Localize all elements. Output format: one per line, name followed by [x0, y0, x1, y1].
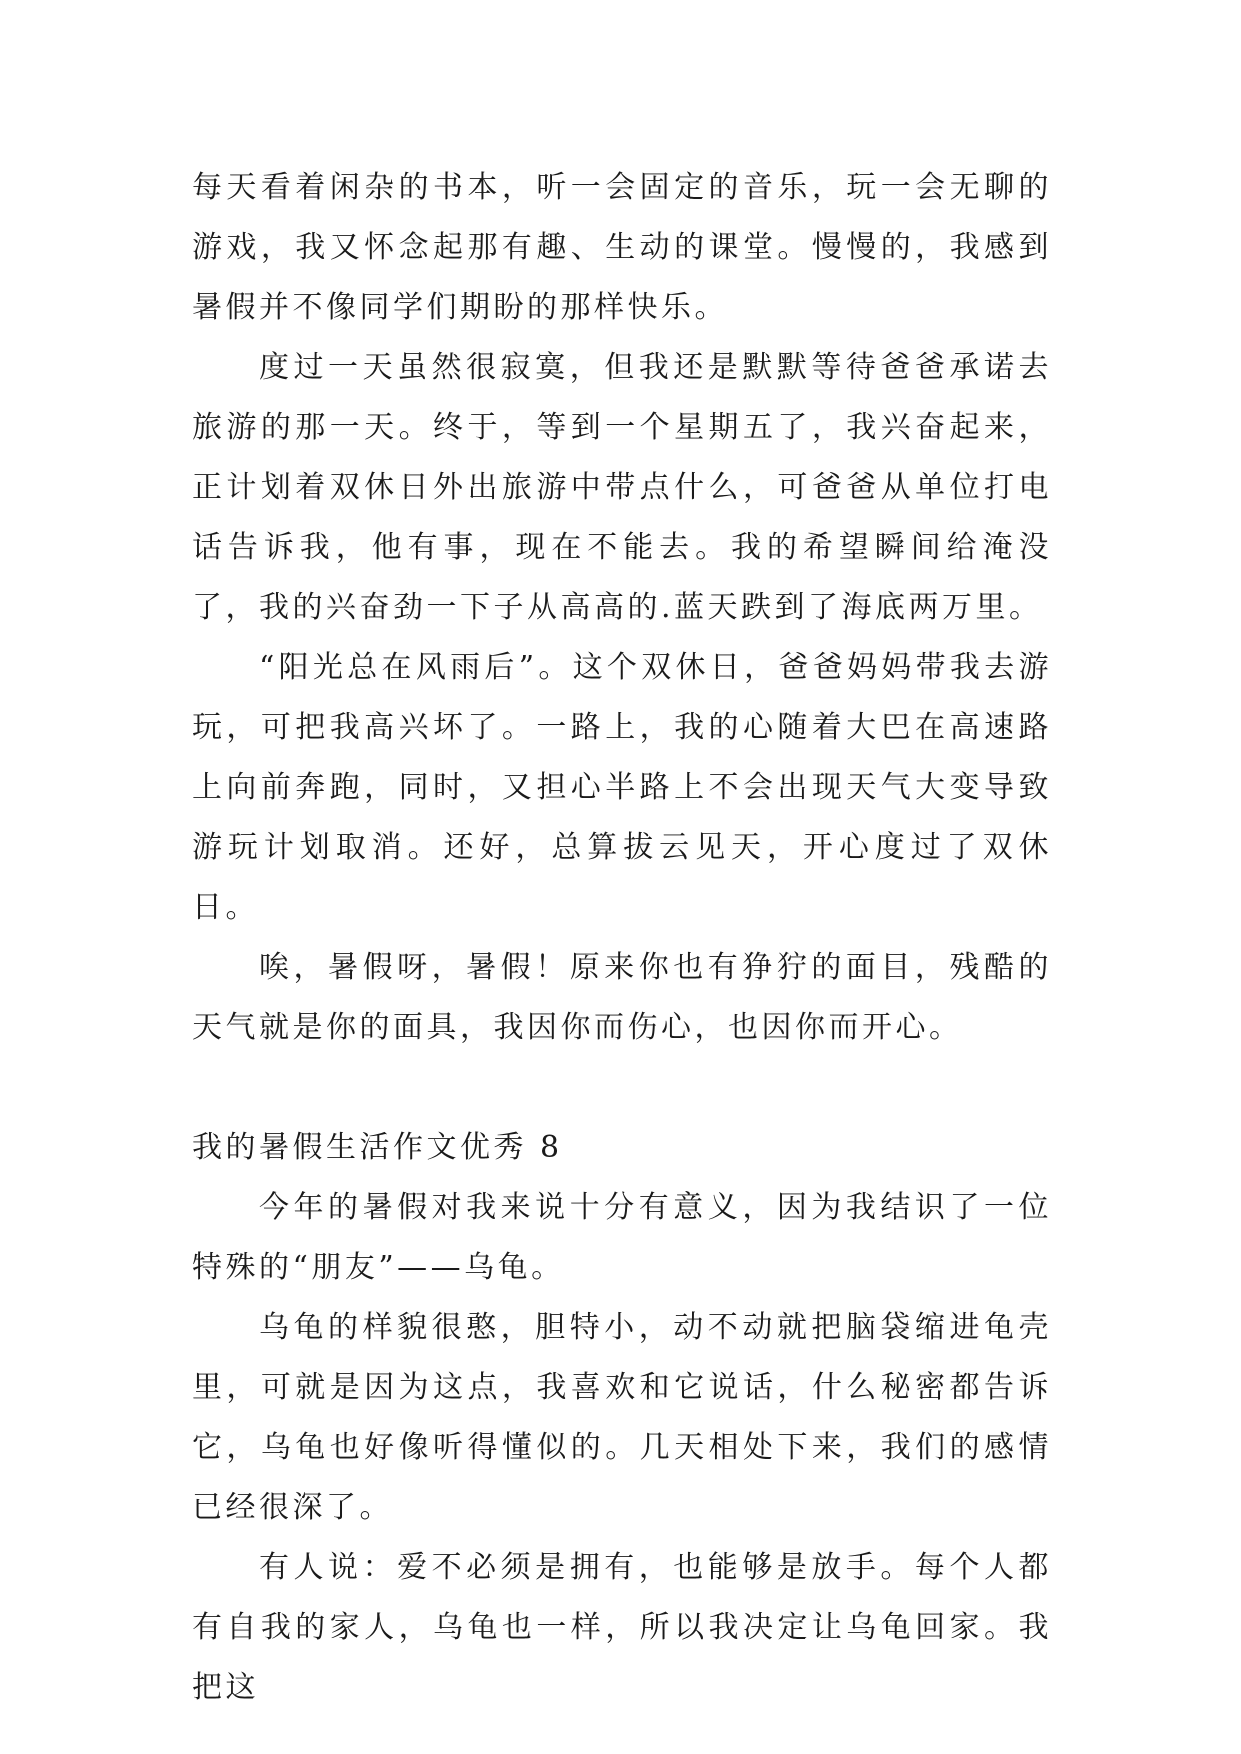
document-body: [192, 158, 1052, 1718]
paragraph: 每天看着闲杂的书本，听一会固定的音乐，玩一会无聊的游戏，我又怀念起那有趣、生动的课堂。慢慢的，我感到暑假并不像同学们期盼的那样快乐。: [192, 170, 1052, 325]
paragraph: 乌龟的样貌很憨，胆特小，动不动就把脑袋缩进龟壳里，可就是因为这点，我喜欢和它说话，什么秘密都告诉它，乌龟也好像听得懂似的。几天相处下来，我们的感情已经很深了。: [192, 1310, 1052, 1525]
paragraph: 度过一天虽然很寂寞，但我还是默默等待爸爸承诺去旅游的那一天。终于，等到一个星期五了，我兴奋起来，正计划着双休日外出旅游中带点什么，可爸爸从单位打电话告诉我，他有事，现在不能去。我的希望瞬间给淹没了，我的兴奋劲一下子从高高的.蓝天跌到了海底两万里。: [192, 350, 1052, 625]
paragraph: 今年的暑假对我来说十分有意义，因为我结识了一位特殊的“朋友”——乌龟。: [192, 1190, 1052, 1285]
paragraph: “阳光总在风雨后”。这个双休日，爸爸妈妈带我去游玩，可把我高兴坏了。一路上，我的心随着大巴在高速路上向前奔跑，同时，又担心半路上不会出现天气大变导致游玩计划取消。还好，总算拔云见天，开心度过了双休日。: [192, 650, 1052, 925]
paragraph: 有人说：爱不必须是拥有，也能够是放手。每个人都有自我的家人，乌龟也一样，所以我决定让乌龟回家。我把这: [192, 1550, 1052, 1705]
paragraph: 唉，暑假呀，暑假！原来你也有狰狞的面目，残酷的天气就是你的面具，我因你而伤心，也因你而开心。: [192, 950, 1052, 1045]
section-title: 我的暑假生活作文优秀 8: [192, 1130, 563, 1165]
